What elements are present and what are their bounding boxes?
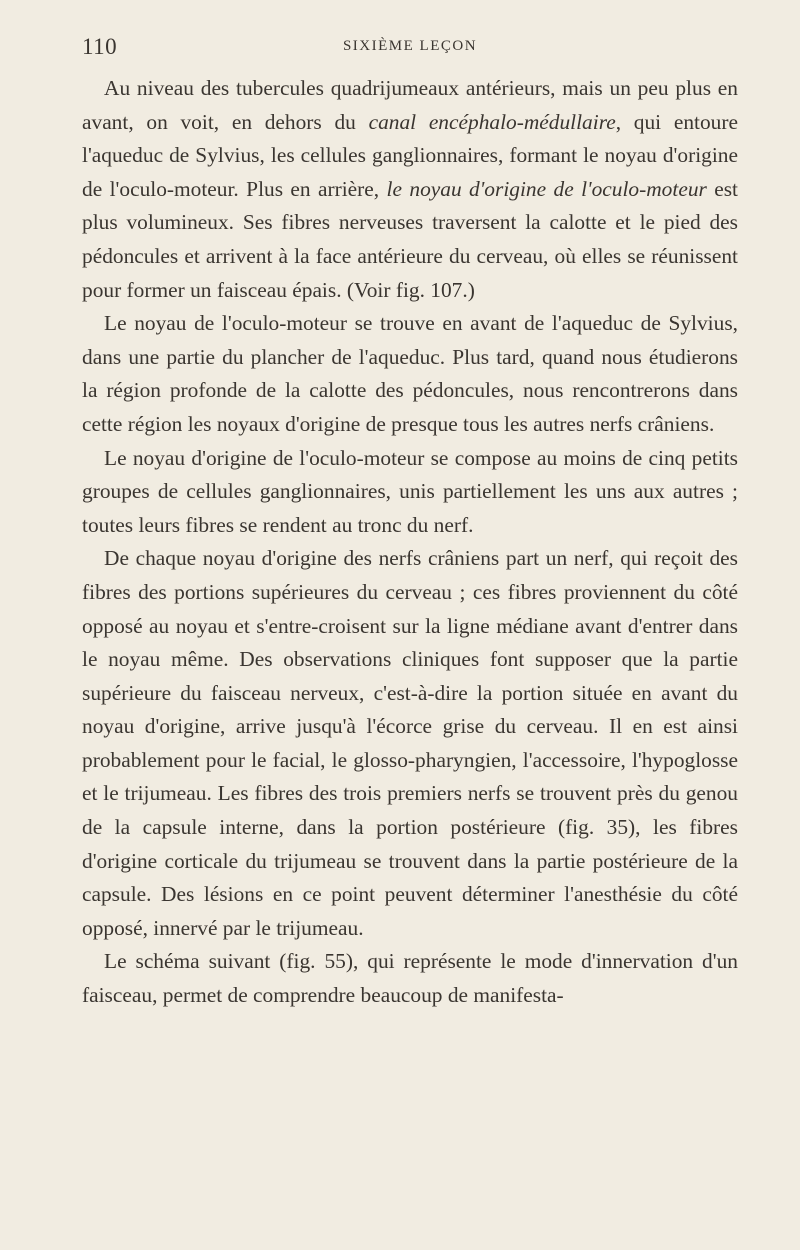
body-text [82, 72, 738, 1013]
text-run: Le noyau d'origine de l'oculo-moteur se compose au moins de cinq petits groupes de cellules ganglionnaires, unis partiellement les uns aux autres ; toutes leurs fibres se rendent au tronc du nerf. [82, 445, 738, 537]
text-run: Le schéma suivant (fig. 55), qui représente le mode d'innervation d'un faisceau, permet de comprendre beaucoup de manifesta- [82, 949, 738, 1008]
text-run: De chaque noyau d'origine des nerfs crâniens part un nerf, qui reçoit des fibres des portions supérieures du cerveau ; ces fibres proviennent du côté opposé au noyau et s'entre-croisent sur la ligne médiane avant d'entrer dans le noyau même. Des observations cliniques font supposer que la partie supérieure du faisceau nerveux, c'est-à-dire la portion située en avant du noyau d'origine, arrive jusqu'à l'écorce grise du cerveau. Il en est ainsi probablement pour le facial, le glosso-pharyngien, l'accessoire, l'hypoglosse et le trijumeau. Les fibres des trois premiers nerfs se trouvent près du genou de la capsule interne, dans la portion postérieure (fig. 35), les fibres d'origine corticale du trijumeau se trouvent dans la partie postérieure de la capsule. Des lésions en ce point peuvent déterminer l'anesthésie du côté opposé, innervé par le trijumeau. [82, 546, 738, 940]
paragraph-4 [82, 542, 738, 945]
paragraph-1 [82, 72, 738, 307]
book-page [0, 28, 800, 1250]
text-run: est plus volumineux. Ses fibres nerveuses traversent la calotte et le pied des pédoncules et arrivent à la face antérieure du cerveau, où elles se réunissent pour former un faisceau épais. (Voir fig. 107.) [82, 176, 738, 302]
paragraph-3 [82, 442, 738, 543]
text-run: Le noyau de l'oculo-moteur se trouve en avant de l'aqueduc de Sylvius, dans une partie du plancher de l'aqueduc. Plus tard, quand nous étudierons la région profonde de la calotte des pédoncules, nous rencontrerons dans cette région les noyaux d'origine de presque tous les autres nerfs crâniens. [82, 311, 738, 436]
italic-term-canal: canal encéphalo-médullaire [368, 109, 616, 134]
paragraph-2 [82, 307, 738, 441]
running-head [82, 28, 738, 68]
italic-term-noyau: le noyau d'origine de l'oculo-moteur [386, 176, 707, 201]
running-title: SIXIÈME LEÇON [342, 38, 478, 54]
text-run: Au niveau des tubercules quadrijumeaux antérieurs, mais un peu plus en avant, on voit, en dehors du [82, 76, 738, 134]
text-run: , qui entoure l'aqueduc de Sylvius, les cellules ganglionnaires, formant le noyau d'origine de l'oculo-moteur. Plus en arrière, [82, 109, 738, 201]
page-number: 110 [82, 34, 118, 59]
paragraph-5 [82, 945, 738, 1012]
